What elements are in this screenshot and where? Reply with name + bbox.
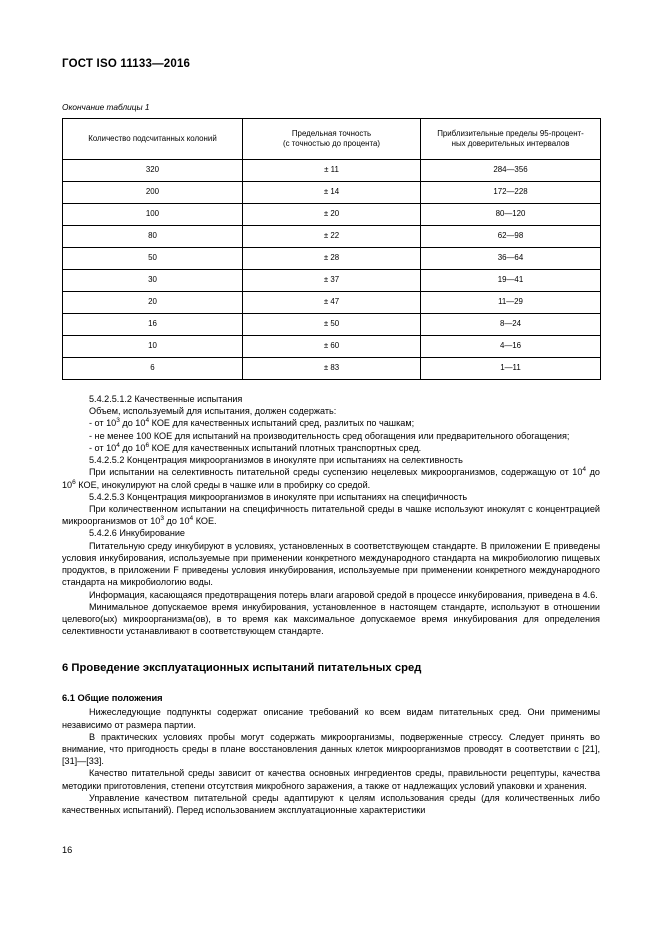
clause-5-4-2-5-3-mid: до 10 <box>163 516 190 527</box>
bullet-1-mid: до 10 <box>119 418 146 429</box>
table-header-interval-line2: ных доверительных интервалов <box>451 139 570 148</box>
running-head: ГОСТ ISO 11133—2016 <box>62 58 191 70</box>
bullet-3-sup1: 4 <box>116 441 120 449</box>
bullet-transport-media <box>62 442 600 454</box>
section-6-1-para4: Управление качеством питательной среды адаптируют к целям использования среды (для количественных либо качественных испытаний). Перед использованием эксплуатационные характеристики <box>62 792 600 816</box>
table-row <box>63 292 601 314</box>
cell-precision: ± 20 <box>243 204 421 226</box>
table-row <box>63 314 601 336</box>
cell-interval: 36—64 <box>421 248 601 270</box>
cell-interval: 172—228 <box>421 182 601 204</box>
cell-precision: ± 22 <box>243 226 421 248</box>
clause-5-4-2-5-2-post: КОЕ, инокулируют на слой среды в чашке или в пробирку со средой. <box>75 479 371 490</box>
cell-colonies: 100 <box>63 204 243 226</box>
cell-colonies: 50 <box>63 248 243 270</box>
cell-precision: ± 50 <box>243 314 421 336</box>
cell-colonies: 200 <box>63 182 243 204</box>
table-header-interval-line1: Приблизительные пределы 95-процент- <box>437 128 584 138</box>
table-header-precision-line1: Предельная точность <box>291 128 372 138</box>
clause-5-4-2-5-2-pre: При испытании на селективность питательной среды суспензию нецелевых микроорганизмов, содержащую от 10 <box>89 467 583 478</box>
clause-5-4-2-5-3-pre: При количественном испытании на специфичность питательной среды в чашке используют инокулят с концентрацией микроорганизмов от 10 <box>62 503 600 527</box>
cell-colonies: 6 <box>63 358 243 380</box>
table-caption: Окончание таблицы 1 <box>62 102 150 112</box>
cell-colonies: 20 <box>63 292 243 314</box>
cell-interval: 8—24 <box>421 314 601 336</box>
table-row <box>63 336 601 358</box>
cell-precision: ± 47 <box>243 292 421 314</box>
cell-interval: 19—41 <box>421 270 601 292</box>
table-row <box>63 270 601 292</box>
clause-5-4-2-5-2-mid: до 10 <box>62 467 600 490</box>
bullet-1-sup1: 3 <box>116 417 120 425</box>
cell-interval: 80—120 <box>421 204 601 226</box>
cell-colonies: 16 <box>63 314 243 336</box>
table-header-colonies <box>63 119 243 160</box>
clause-5-4-2-5-2-sup1: 4 <box>582 466 587 474</box>
section-6-1-para2: В практических условиях пробы могут содержать микроорганизмы, подверженные стрессу. Следует принять во внимание, что пригодность среды в плане восстановления данных клеток микроорганизмов проводят в соответствии с [21], [31]—[33]. <box>62 731 600 767</box>
table-header-colonies-line1: Количество подсчитанных колоний <box>88 133 217 143</box>
cell-precision: ± 14 <box>243 182 421 204</box>
clause-5-4-2-5-3-title: 5.4.2.5.3 Концентрация микроорганизмов в инокуляте при испытаниях на специфичность <box>89 491 468 502</box>
precision-table <box>62 118 601 380</box>
section-6-1-para3: Качество питательной среды зависит от качества основных ингредиентов среды, правильности рецептуры, качества методики приготовления, степени отсутствия микробного заражения, а также от надлежащих условий упаковки и хранения. <box>62 768 600 791</box>
subsection-6-1-title: 6.1 Общие положения <box>62 693 163 704</box>
bullet-1-sup2: 4 <box>145 417 150 425</box>
table-row <box>63 358 601 380</box>
cell-colonies: 30 <box>63 270 243 292</box>
cell-interval: 62—98 <box>421 226 601 248</box>
table-row <box>63 182 601 204</box>
table-row <box>63 204 601 226</box>
bullet-3-post: КОЕ для качественных испытаний плотных транспортных сред. <box>149 442 422 453</box>
cell-interval: 11—29 <box>421 292 601 314</box>
cell-colonies: 320 <box>63 160 243 182</box>
table-row <box>63 248 601 270</box>
clause-5-4-2-6-title: 5.4.2.6 Инкубирование <box>89 528 185 539</box>
cell-colonies: 80 <box>63 226 243 248</box>
bullet-enrichment-media: - не менее 100 КОЕ для испытаний на производительность сред обогащения или предварительного обогащения; <box>89 430 570 441</box>
table-header <box>63 119 601 160</box>
clause-5-4-2-5-2-text <box>62 466 600 490</box>
bullet-qualitative-plates <box>62 417 600 429</box>
cell-interval: 284—356 <box>421 160 601 182</box>
clause-5-4-2-5-3-post: КОЕ. <box>193 516 217 527</box>
cell-precision: ± 11 <box>243 160 421 182</box>
cell-precision: ± 28 <box>243 248 421 270</box>
cell-precision: ± 83 <box>243 358 421 380</box>
clause-5-4-2-5-3-sup1: 3 <box>160 515 164 523</box>
clause-5-4-2-6-para1: Питательную среду инкубируют в условиях, установленных в соответствующем стандарте. В приложении E приведены условия инкубирования, используемые при применении конкретного международного стандарта на микробиологию пищевых продуктов, в приложении F приведены условия инкубирования, используемые при применении конкретного международного стандарта на микробиологию воды. <box>62 540 600 588</box>
clause-5-4-2-6-para2: Информация, касающаяся предотвращения потерь влаги агаровой средой в процессе инкубирования, приведена в 4.6. <box>89 589 598 600</box>
clause-5-4-2-5-1-2-intro: Объем, используемый для испытания, должен содержать: <box>89 406 337 417</box>
page-content <box>62 0 600 816</box>
bullet-1-pre: - от 10 <box>89 418 117 429</box>
table-body <box>63 160 601 380</box>
section-6-1-para1: Нижеследующие подпункты содержат описание требований ко всем видам питательных сред. Они применимы независимо от размера партии. <box>62 707 600 730</box>
bullet-3-mid: до 10 <box>119 442 146 453</box>
cell-colonies: 10 <box>63 336 243 358</box>
clause-5-4-2-5-3-sup2: 4 <box>189 515 194 523</box>
cell-interval: 4—16 <box>421 336 601 358</box>
clause-5-4-2-5-3-text <box>62 503 600 527</box>
table-header-interval <box>421 119 601 160</box>
clause-5-4-2-5-2-title: 5.4.2.5.2 Концентрация микроорганизмов в инокуляте при испытаниях на селективность <box>89 455 463 466</box>
bullet-3-sup2: 6 <box>145 441 150 449</box>
clause-5-4-2-5-2-sup2: 6 <box>72 478 76 486</box>
cell-precision: ± 37 <box>243 270 421 292</box>
table-row <box>63 226 601 248</box>
table-header-precision <box>243 119 421 160</box>
page-number: 16 <box>62 845 73 855</box>
section-6-title: 6 Проведение эксплуатационных испытаний питательных сред <box>62 662 422 675</box>
table-row <box>63 160 601 182</box>
clause-5-4-2-6-para3: Минимальное допускаемое время инкубирования, установленное в настоящем стандарте, используют в отношении целевого(ых) микроорганизма(ов), в то время как максимальное допускаемое время инкубирования для определения селективности устанавливают в соответствующем стандарте. <box>62 601 600 637</box>
body-text <box>62 380 600 816</box>
cell-precision: ± 60 <box>243 336 421 358</box>
table-header-row <box>63 119 601 160</box>
bullet-3-pre: - от 10 <box>89 442 117 453</box>
bullet-1-post: КОЕ для качественных испытаний сред, разлитых по чашкам; <box>149 418 415 429</box>
clause-5-4-2-5-1-2-title: 5.4.2.5.1.2 Качественные испытания <box>89 394 243 404</box>
table-header-precision-line2: (с точностью до процента) <box>282 139 381 148</box>
cell-interval: 1—11 <box>421 358 601 380</box>
